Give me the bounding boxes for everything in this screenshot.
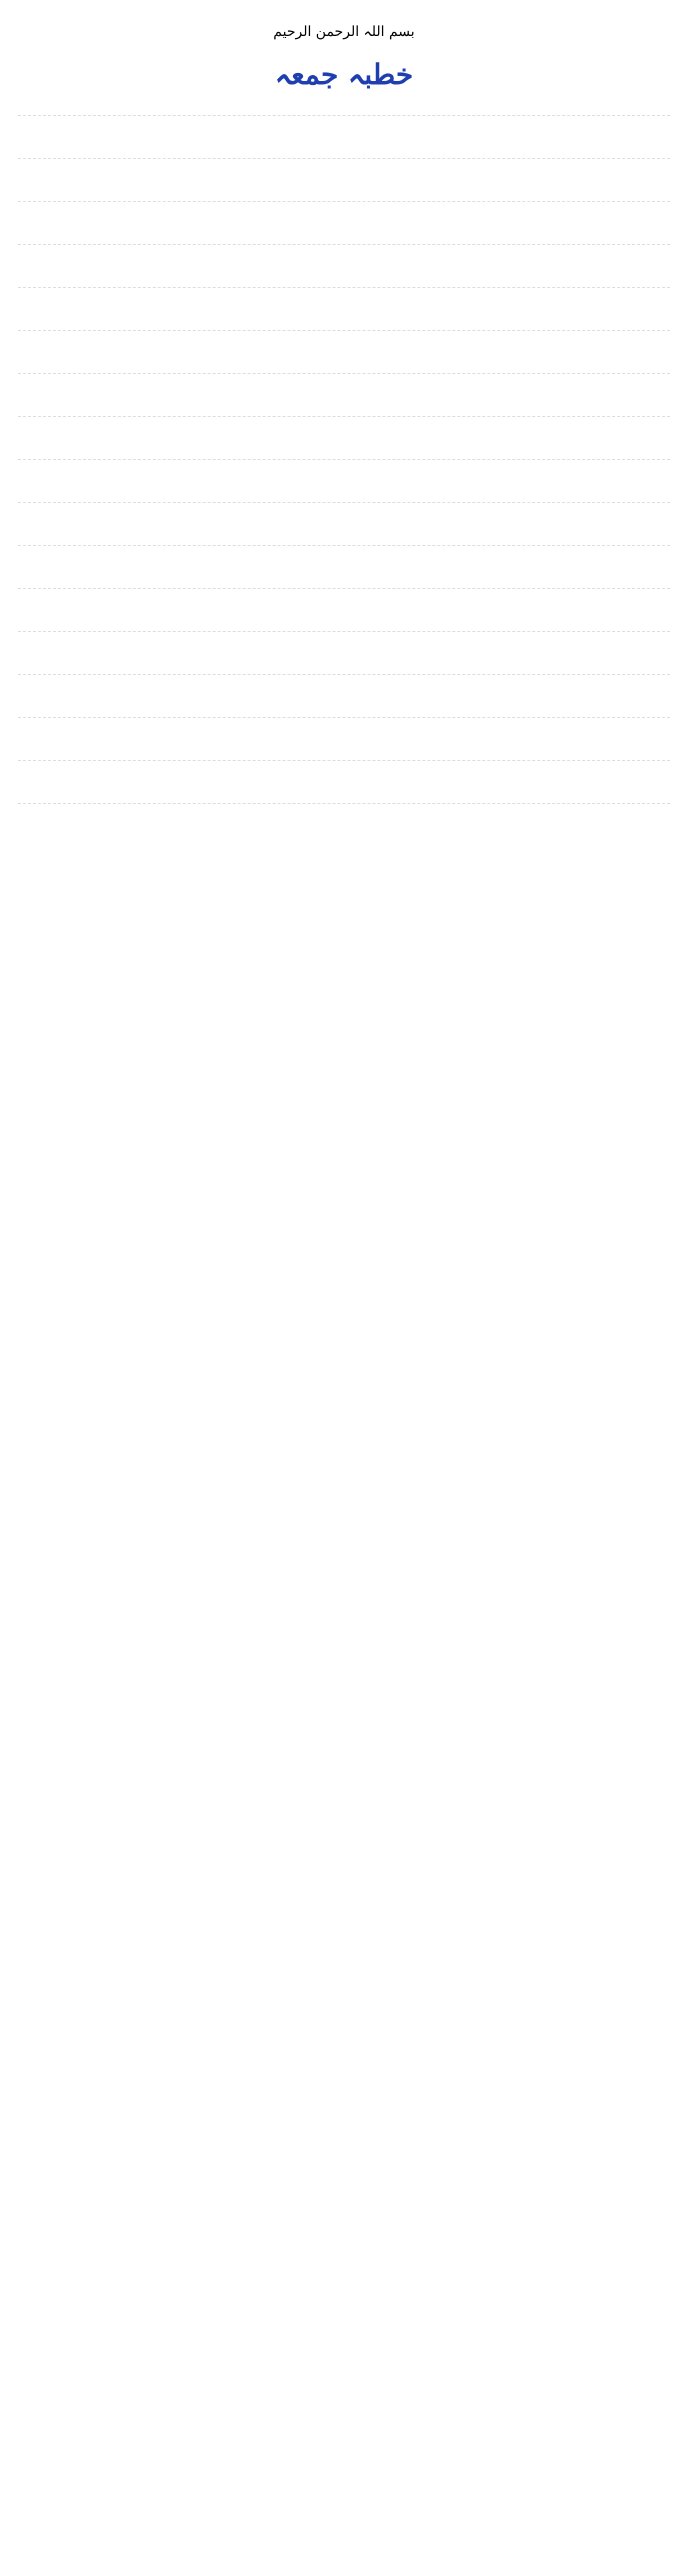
paragraph	[18, 373, 670, 398]
body-paragraphs	[18, 115, 670, 828]
page-title: خطبہ جمعہ	[274, 58, 414, 91]
paragraph	[18, 416, 670, 441]
paragraph	[18, 502, 670, 527]
paragraph	[18, 115, 670, 140]
bismillah: بسم اللہ الرحمن الرحیم	[273, 24, 415, 40]
paragraph	[18, 158, 670, 183]
paragraph	[18, 330, 670, 355]
paragraph	[18, 717, 670, 742]
paragraph	[18, 244, 670, 269]
paragraph	[18, 631, 670, 656]
paragraph	[18, 459, 670, 484]
paragraph	[18, 760, 670, 785]
paragraph	[18, 674, 670, 699]
paragraph	[18, 545, 670, 570]
page	[0, 0, 688, 870]
paragraph	[18, 201, 670, 226]
paragraph	[18, 588, 670, 613]
paragraph	[18, 287, 670, 312]
paragraph	[18, 803, 670, 828]
